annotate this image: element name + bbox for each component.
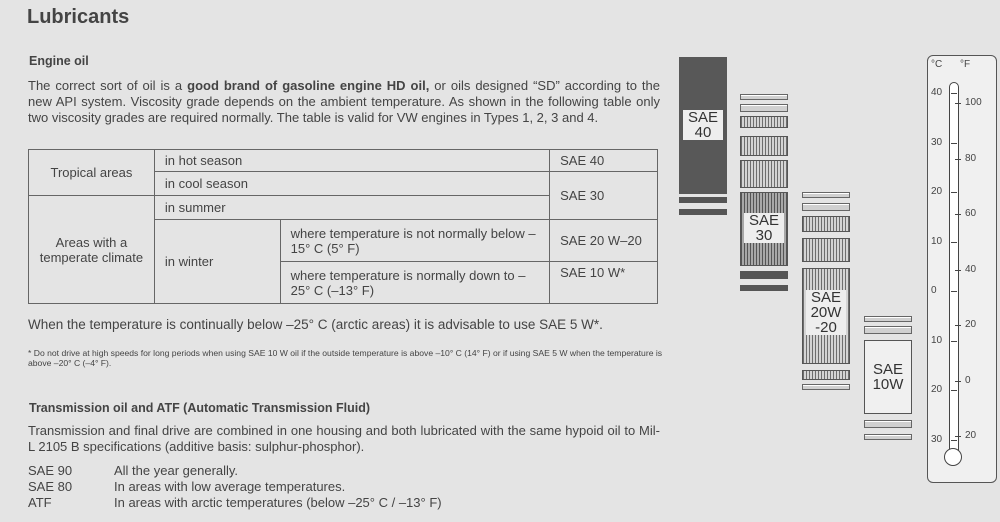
sae30-cell: SAE 30 [550, 172, 658, 220]
sae20w20-stripe [802, 238, 850, 262]
sae30-stripe [740, 104, 788, 112]
list-item: ATF In areas with arctic temperatures (below –25° C / –13° F) [28, 495, 442, 510]
summer-cell: in summer [154, 196, 549, 220]
cool-season-cell: in cool season [154, 172, 549, 196]
celsius-tick-label: 0 [931, 285, 937, 296]
transmission-heading: Transmission oil and ATF (Automatic Transmission Fluid) [29, 401, 371, 415]
engine-oil-heading: Engine oil [29, 54, 89, 68]
winter-condition-1-cell: where temperature is not normally below –15° C (5° F) [280, 220, 549, 262]
sae20w20-stripe [802, 203, 850, 211]
engine-oil-paragraph: The correct sort of oil is a good brand of gasoline engine HD oil, or oils designed “SD” according to the new API system. Viscosity grade depends on the ambient temperature. As shown in the following table only two viscosity grades are required normally. The table is valid for VW engines in Types 1, 2, 3 and 4. [28, 78, 661, 125]
sae40-stripe [679, 197, 727, 203]
sae10w-label: SAE 10W [872, 361, 904, 393]
hot-season-cell: in hot season [154, 150, 549, 172]
celsius-tick-label: 30 [931, 136, 943, 148]
celsius-tick-label: 20 [931, 186, 943, 197]
engine-oil-emphasis: good brand of gasoline engine HD oil, [187, 78, 430, 93]
sae10w-stripe [864, 326, 912, 334]
thermometer [927, 55, 997, 483]
celsius-tick [951, 341, 957, 342]
sae30-stripe [740, 285, 788, 291]
sae10w-cell: SAE 10 W* [550, 262, 658, 304]
transmission-oil-list [28, 463, 442, 511]
fahrenheit-tick [955, 325, 961, 326]
sae40-stripe [679, 209, 727, 215]
celsius-tick-label: 30 [931, 433, 943, 445]
thermometer-tube [949, 82, 959, 452]
fahrenheit-tick-label: 0 [965, 374, 971, 386]
fahrenheit-tick [955, 214, 961, 215]
sae30-label: SAE 30 [744, 213, 784, 243]
celsius-unit-label: °C [931, 59, 943, 70]
winter-condition-2-cell: where temperature is normally down to –25° C (–13° F) [280, 262, 549, 304]
celsius-tick [951, 93, 957, 94]
celsius-tick [951, 242, 957, 243]
celsius-tick [951, 143, 957, 144]
fahrenheit-tick [955, 436, 961, 437]
sae40-label: SAE 40 [683, 110, 723, 140]
celsius-tick-label: 10 [931, 334, 943, 346]
celsius-tick-label: 10 [931, 235, 943, 247]
celsius-tick [951, 440, 957, 441]
sae30-stripe [740, 271, 788, 279]
sae20w20-stripe [802, 370, 850, 380]
fahrenheit-tick [955, 270, 961, 271]
thermometer-bulb [944, 448, 962, 466]
fahrenheit-tick-label: 40 [965, 263, 977, 275]
sae30-stripe [740, 116, 788, 128]
sae20w20-stripe [802, 192, 850, 198]
fahrenheit-tick-label: 80 [965, 152, 977, 164]
winter-cell: in winter [154, 220, 280, 304]
fahrenheit-tick-label: 100 [965, 97, 982, 108]
tropical-areas-cell: Tropical areas [29, 150, 155, 196]
fahrenheit-tick-label: 20 [965, 430, 977, 441]
sae20w20-cell: SAE 20 W–20 [550, 220, 658, 262]
sae10w-stripe [864, 420, 912, 428]
celsius-tick-label: 20 [931, 384, 943, 395]
page-title: Lubricants [27, 6, 130, 28]
sae10w-stripe [864, 316, 912, 322]
list-item: SAE 90 All the year generally. [28, 463, 239, 478]
list-item: SAE 80 In areas with low average temperatures. [28, 479, 346, 494]
temperate-areas-cell: Areas with a temperate climate [29, 196, 155, 304]
sae20w20-stripe [802, 216, 850, 232]
celsius-tick-label: 40 [931, 87, 943, 98]
sae20w20-label: SAE 20W -20 [806, 290, 846, 335]
fahrenheit-tick-label: 20 [965, 319, 977, 330]
fahrenheit-tick [955, 159, 961, 160]
transmission-paragraph: Transmission and final drive are combined in one housing and both lubricated with the same hypoid oil to Mil-L 2105 B specifications (additive basis: sulphur-phosphor). [28, 423, 660, 454]
arctic-advice: When the temperature is continually below –25° C (arctic areas) it is advisable to use SAE 5 W*. [28, 317, 603, 332]
sae10w-stripe [864, 434, 912, 440]
viscosity-table [28, 149, 658, 304]
sae30-stripe [740, 160, 788, 188]
sae20w20-stripe [802, 384, 850, 390]
sae30-stripe [740, 94, 788, 100]
sae40-cell: SAE 40 [550, 150, 658, 172]
fahrenheit-tick [955, 103, 961, 104]
celsius-tick [951, 390, 957, 391]
fahrenheit-tick-label: 60 [965, 208, 977, 219]
sae30-stripe [740, 136, 788, 156]
footnote: * Do not drive at high speeds for long periods when using SAE 10 W oil if the outside temperature is above –10° C (14° F) or if using SAE 5 W when the temperature is above –20° C (–4° F). [28, 348, 663, 368]
fahrenheit-unit-label: °F [960, 59, 971, 70]
celsius-tick [951, 291, 957, 292]
celsius-tick [951, 192, 957, 193]
fahrenheit-tick [955, 381, 961, 382]
